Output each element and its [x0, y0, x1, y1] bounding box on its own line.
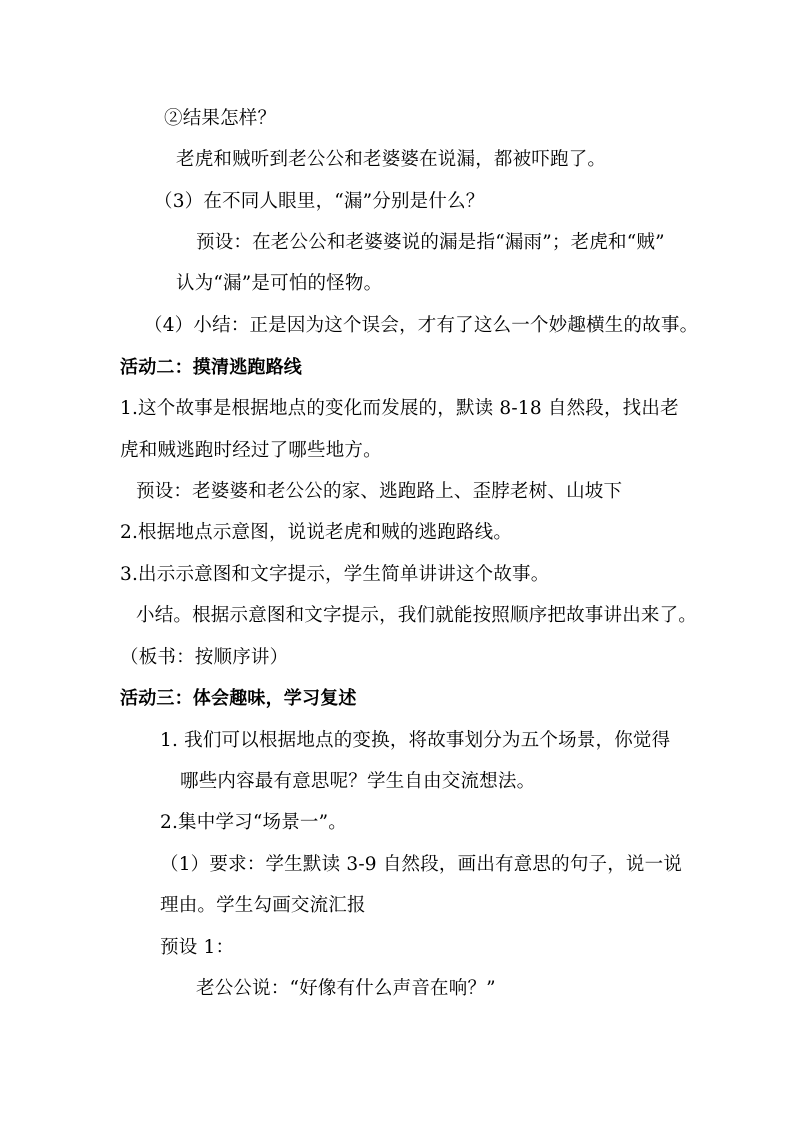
- text-line-board-note: （板书：按顺序讲）: [120, 647, 289, 668]
- heading-activity-three: 活动三：体会趣味，学习复述: [120, 688, 357, 709]
- text-line-leak-monster: 认为“漏”是可怕的怪物。: [176, 273, 383, 294]
- text-line-requirement-1-cont: 理由。学生勾画交流汇报: [160, 895, 366, 916]
- text-line-grandpa-says: 老公公说：“好像有什么声音在响？”: [196, 978, 496, 999]
- text-line-step-3: （3）在不同人眼里，“漏”分别是什么？: [154, 191, 485, 212]
- text-line-summary-4: （4）小结：正是因为这个误会，才有了这么一个妙趣横生的故事。: [144, 315, 699, 336]
- text-line-activity2-item2: 2.根据地点示意图，说说老虎和贼的逃跑路线。: [120, 522, 513, 543]
- text-line-activity2-item1-cont: 虎和贼逃跑时经过了哪些地方。: [120, 440, 382, 461]
- text-line-activity2-item3: 3.出示示意图和文字提示，学生简单讲讲这个故事。: [120, 564, 550, 585]
- text-line-activity2-preset: 预设：老婆婆和老公公的家、逃跑路上、歪脖老树、山坡下: [136, 481, 623, 502]
- text-line-result-question: ②结果怎样？: [164, 108, 277, 129]
- text-line-activity3-item1-cont: 哪些内容最有意思呢？学生自由交流想法。: [180, 771, 536, 792]
- text-line-activity3-item2: 2.集中学习“场景一”。: [160, 812, 347, 833]
- text-line-activity2-item1: 1.这个故事是根据地点的变化而发展的，默读 8-18 自然段，找出老: [120, 398, 679, 419]
- text-line-requirement-1: （1）要求：学生默读 3-9 自然段，画出有意思的句子，说一说: [160, 854, 683, 875]
- text-line-tiger-thief-scared: 老虎和贼听到老公公和老婆婆在说漏，都被吓跑了。: [176, 149, 607, 170]
- text-line-activity2-summary: 小结。根据示意图和文字提示，我们就能按照顺序把故事讲出来了。: [136, 605, 698, 626]
- text-line-activity3-item1: 1. 我们可以根据地点的变换，将故事划分为五个场景，你觉得: [160, 730, 671, 751]
- heading-activity-two: 活动二：摸清逃跑路线: [120, 357, 302, 378]
- text-line-preset-1: 预设 1：: [160, 937, 235, 958]
- text-line-preset-leak: 预设：在老公公和老婆婆说的漏是指“漏雨”；老虎和“贼”: [196, 232, 665, 253]
